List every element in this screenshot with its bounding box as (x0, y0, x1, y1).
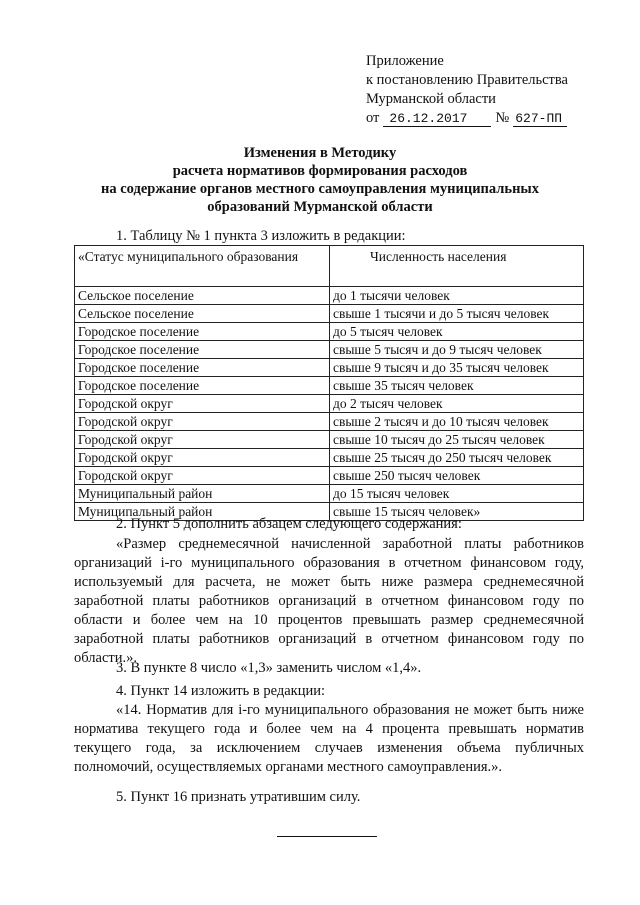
status-cell: Городской округ (75, 395, 330, 413)
title-line-1: Изменения в Методику (243, 145, 397, 161)
population-cell: до 15 тысяч человек (330, 485, 584, 503)
population-cell: до 5 тысяч человек (330, 323, 584, 341)
population-cell: свыше 2 тысяч и до 10 тысяч человек (330, 413, 584, 431)
table-row (75, 305, 584, 323)
appendix-region-line: Мурманской области (366, 91, 496, 107)
item-3-text: 3. В пункте 8 число «1,3» заменить числом «1,4». (116, 660, 422, 676)
appendix-block (366, 52, 616, 128)
title-line-4: образований Мурманской области (207, 199, 433, 215)
status-cell: Сельское поселение (75, 287, 330, 305)
table-row (75, 467, 584, 485)
population-cell: свыше 5 тысяч и до 9 тысяч человек (330, 341, 584, 359)
status-cell: Сельское поселение (75, 305, 330, 323)
appendix-title: Приложение (366, 53, 444, 69)
title-line-3: на содержание органов местного самоуправления муниципальных (100, 181, 540, 197)
document-title (70, 144, 570, 216)
status-cell: Городское поселение (75, 359, 330, 377)
status-cell: Городской округ (75, 467, 330, 485)
table-row (75, 413, 584, 431)
appendix-resolution-line: к постановлению Правительства (366, 72, 568, 88)
item-1-text: 1. Таблицу № 1 пункта 3 изложить в редакции: (116, 228, 406, 244)
table-row (75, 323, 584, 341)
population-cell: свыше 9 тысяч и до 35 тысяч человек (330, 359, 584, 377)
item-4-quote: «14. Норматив для i-го муниципального образования не может быть ниже норматива текущего года и более чем на 4 процента превышать норматив текущего года, за исключением случаев изменения объема публичных полномочий, осуществляемых органами местного самоуправления.». (74, 702, 584, 775)
population-status-table (74, 245, 584, 521)
item-2-quote: «Размер среднемесячной начисленной заработной платы работников организаций i-го муниципального образования в отчетном финансовом году, используемый для расчета, не может быть ниже размера среднемесячной заработной платы работников организаций в отчетном финансовом году по области и более чем на 10 процентов превышать размер среднемесячной заработной платы работников организаций в отчетном финансовом году по области.». (74, 536, 584, 666)
item-2-text: 2. Пункт 5 дополнить абзацем следующего содержания: (116, 516, 462, 532)
population-cell: свыше 1 тысячи и до 5 тысяч человек (330, 305, 584, 323)
title-line-2: расчета нормативов формирования расходов (172, 163, 468, 179)
status-cell: Городское поселение (75, 341, 330, 359)
table-row (75, 377, 584, 395)
population-cell: свыше 15 тысяч человек» (330, 503, 584, 521)
header-status: «Статус муниципального образования (75, 246, 330, 287)
appendix-date-line (366, 109, 616, 128)
closing-rule (277, 836, 377, 837)
status-cell: Городской округ (75, 431, 330, 449)
status-cell: Муниципальный район (75, 485, 330, 503)
status-cell: Городское поселение (75, 377, 330, 395)
table-header-row (75, 246, 584, 287)
status-cell: Городской округ (75, 449, 330, 467)
date-prefix: от (366, 110, 380, 126)
status-cell: Городское поселение (75, 323, 330, 341)
population-cell: свыше 10 тысяч до 25 тысяч человек (330, 431, 584, 449)
status-cell: Муниципальный район (75, 503, 330, 521)
item-4-text: 4. Пункт 14 изложить в редакции: (116, 683, 326, 699)
table-row (75, 431, 584, 449)
population-cell: до 1 тысячи человек (330, 287, 584, 305)
table-row (75, 449, 584, 467)
item-5-text: 5. Пункт 16 признать утратившим силу. (116, 789, 361, 805)
status-cell: Городской округ (75, 413, 330, 431)
population-cell: свыше 250 тысяч человек (330, 467, 584, 485)
table-row (75, 395, 584, 413)
table-row (75, 341, 584, 359)
number-prefix: № (495, 110, 510, 126)
table-row (75, 287, 584, 305)
resolution-date: 26.12.2017 (383, 111, 491, 127)
population-cell: свыше 35 тысяч человек (330, 377, 584, 395)
table-row (75, 485, 584, 503)
population-cell: свыше 25 тысяч до 250 тысяч человек (330, 449, 584, 467)
header-population: Численность населения (330, 246, 584, 287)
resolution-number: 627-ПП (513, 111, 567, 127)
population-cell: до 2 тысяч человек (330, 395, 584, 413)
table-row (75, 359, 584, 377)
